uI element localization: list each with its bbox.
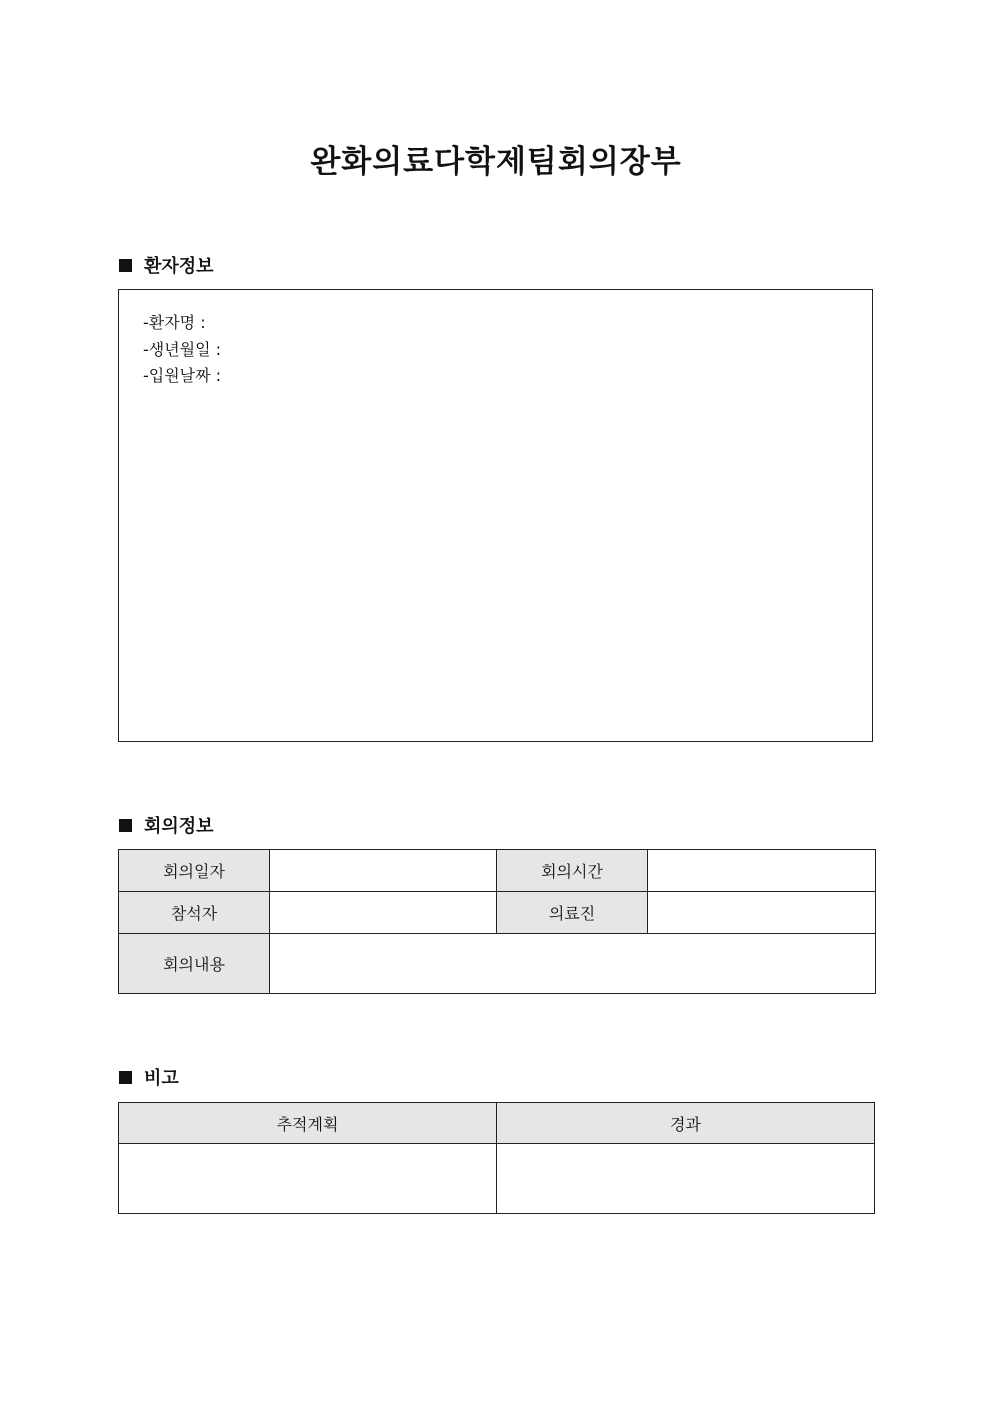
birth-date-line: -생년월일 : [143, 339, 222, 359]
table-row [119, 1144, 875, 1214]
medical-staff-label: 의료진 [497, 892, 648, 934]
meeting-date-field[interactable] [270, 850, 497, 892]
progress-field[interactable] [497, 1144, 875, 1214]
meeting-content-field[interactable] [270, 934, 876, 994]
square-bullet-icon [119, 819, 132, 832]
remarks-heading [119, 1065, 179, 1089]
table-row [119, 1103, 875, 1144]
attendees-label: 참석자 [119, 892, 270, 934]
patient-info-heading-label: 환자정보 [144, 256, 214, 277]
medical-staff-field[interactable] [648, 892, 876, 934]
patient-info-box[interactable] [118, 289, 873, 742]
remarks-table [118, 1102, 875, 1214]
meeting-date-label: 회의일자 [119, 850, 270, 892]
attendees-field[interactable] [270, 892, 497, 934]
table-row [119, 892, 876, 934]
meeting-time-label: 회의시간 [497, 850, 648, 892]
patient-name-line: -환자명 : [143, 313, 206, 332]
patient-info-heading [119, 253, 214, 277]
meeting-info-heading [119, 813, 214, 837]
progress-header: 경과 [497, 1103, 875, 1144]
table-row [119, 850, 876, 892]
meeting-content-label: 회의내용 [119, 934, 270, 994]
meeting-time-field[interactable] [648, 850, 876, 892]
follow-up-plan-header: 추적계획 [119, 1103, 497, 1144]
square-bullet-icon [119, 1071, 132, 1084]
follow-up-plan-field[interactable] [119, 1144, 497, 1214]
meeting-info-table [118, 849, 876, 994]
remarks-heading-label: 비고 [144, 1068, 179, 1089]
meeting-info-heading-label: 회의정보 [144, 816, 214, 837]
table-row [119, 934, 876, 994]
square-bullet-icon [119, 259, 132, 272]
document-title: 완화의료다학제팀회의장부 [310, 144, 682, 180]
admission-date-line: -입원날짜 : [143, 366, 222, 385]
patient-info-lines [143, 310, 221, 390]
